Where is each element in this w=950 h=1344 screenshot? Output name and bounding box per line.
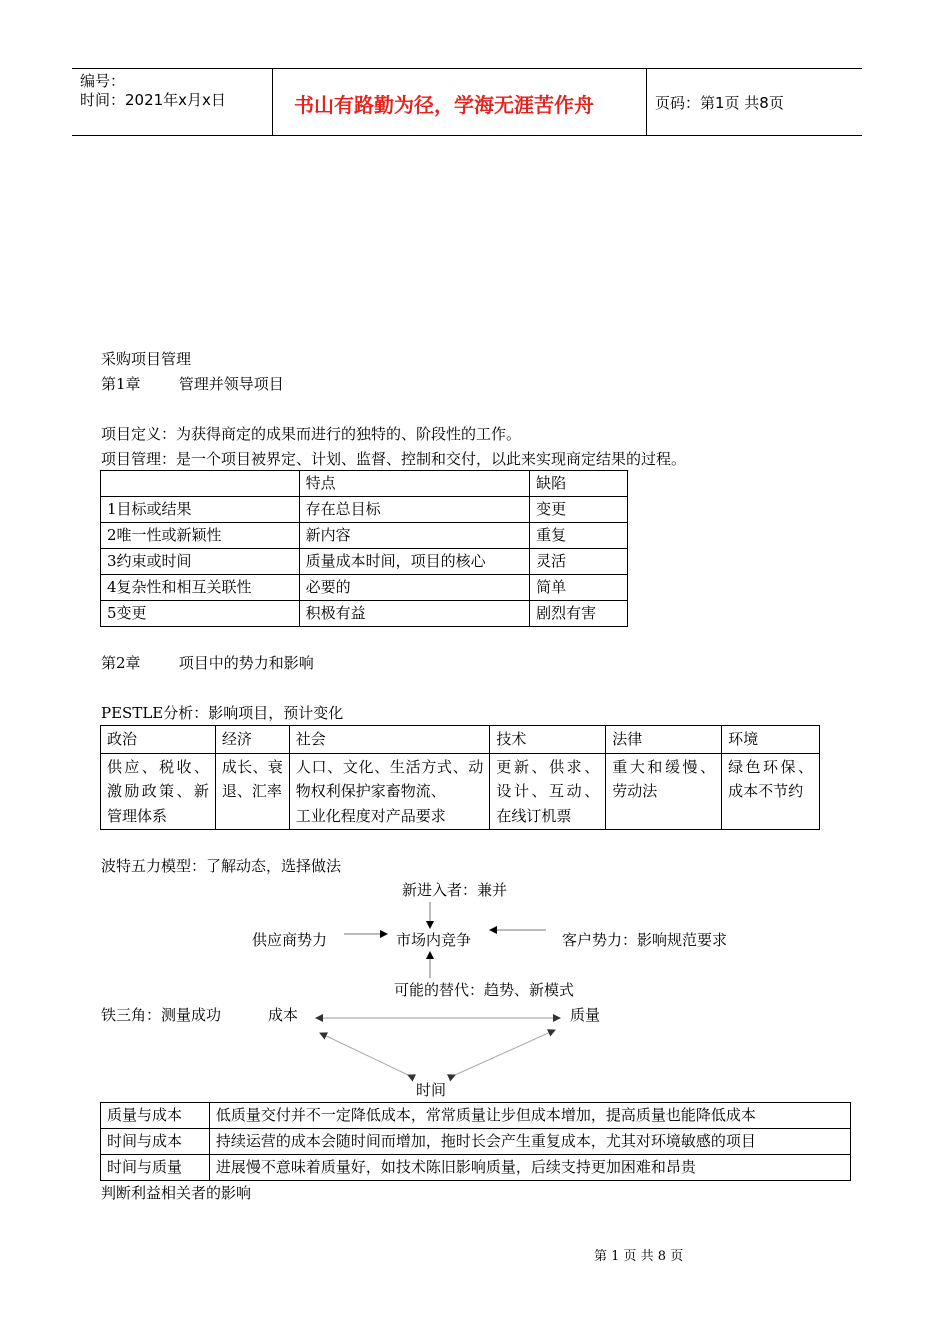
pestle-social-line1: 人口、文化、生活方式、动物权利保护家畜物流、 — [295, 757, 484, 800]
footer-page-number: 第 1 页 共 8 页 — [594, 1249, 684, 1264]
table-cell: 3约束或时间 — [101, 549, 300, 575]
table-cell: 4复杂性和相互关联性 — [101, 575, 300, 601]
table-cell: 5变更 — [101, 601, 300, 627]
tradeoff-table — [100, 1102, 851, 1181]
header-number-label: 编号： — [80, 72, 126, 90]
table-header-cell: 缺陷 — [530, 471, 628, 497]
iron-quality: 质量 — [570, 1006, 601, 1024]
stakeholder-heading: 判断利益相关者的影响 — [101, 1184, 252, 1202]
pestle-header-social: 社会 — [289, 726, 490, 754]
table-cell: 变更 — [530, 497, 628, 523]
table-cell: 简单 — [530, 575, 628, 601]
pestle-cell-political: 供应、税收、激励政策、新管理体系 — [101, 753, 216, 830]
table-row — [101, 1103, 851, 1129]
pestle-intro: PESTLE分析：影响项目，预计变化 — [101, 704, 344, 722]
arrow-time-quality — [455, 1030, 555, 1075]
iron-triangle-intro: 铁三角：测量成功 — [101, 1006, 222, 1024]
chapter1-heading: 第1章 管理并领导项目 — [101, 375, 284, 393]
table-cell: 灵活 — [530, 549, 628, 575]
table-cell: 持续运营的成本会随时间而增加，拖时长会产生重复成本，尤其对环境敏感的项目 — [209, 1129, 850, 1155]
porter-customer-power: 客户势力：影响规范要求 — [562, 931, 728, 949]
pestle-cell-technology: 更新、供求、设计、互动、在线订机票 — [490, 753, 606, 830]
pestle-social-line2: 工业化程度对产品要求 — [295, 806, 446, 825]
table-cell: 低质量交付并不一定降低成本，常常质量让步但成本增加，提高质量也能降低成本 — [209, 1103, 850, 1129]
doc-title: 采购项目管理 — [101, 350, 192, 368]
pestle-header-legal: 法律 — [606, 726, 722, 754]
pestle-cell-economic: 成长、衰退、汇率 — [215, 753, 289, 830]
pestle-header-political: 政治 — [101, 726, 216, 754]
chapter2-heading: 第2章 项目中的势力和影响 — [101, 654, 314, 672]
porter-supplier-power: 供应商势力 — [252, 931, 328, 949]
table-row — [101, 1155, 851, 1181]
pestle-header-environment: 环境 — [722, 726, 820, 754]
header-time-label: 时间：2021年x月x日 — [80, 91, 226, 109]
table-cell: 进展慢不意味着质量好，如技术陈旧影响质量，后续支持更加困难和昂贵 — [209, 1155, 850, 1181]
table-cell: 2唯一性或新颖性 — [101, 523, 300, 549]
project-management-definition: 项目管理：是一个项目被界定、计划、监督、控制和交付，以此来实现商定结果的过程。 — [101, 450, 687, 468]
iron-time: 时间 — [416, 1081, 447, 1099]
pestle-header-economic: 经济 — [215, 726, 289, 754]
table-row — [101, 1129, 851, 1155]
porter-new-entrants: 新进入者：兼并 — [402, 881, 508, 899]
pestle-cell-legal: 重大和缓慢、劳动法 — [606, 753, 722, 830]
table-cell: 积极有益 — [299, 601, 530, 627]
table-cell: 存在总目标 — [299, 497, 530, 523]
header-motto: 书山有路勤为径，学海无涯苦作舟 — [294, 93, 594, 117]
porter-rivalry: 市场内竞争 — [396, 931, 472, 949]
table-cell: 质量成本时间，项目的核心 — [299, 549, 530, 575]
table-cell: 质量与成本 — [101, 1103, 210, 1129]
header-page-label: 页码：第1页 共8页 — [655, 94, 784, 112]
arrow-time-cost — [320, 1033, 408, 1075]
table-cell: 时间与成本 — [101, 1129, 210, 1155]
table-cell: 1目标或结果 — [101, 497, 300, 523]
table-header-cell: 特点 — [299, 471, 530, 497]
table-cell: 时间与质量 — [101, 1155, 210, 1181]
project-definition: 项目定义：为获得商定的成果而进行的独特的、阶段性的工作。 — [101, 425, 522, 443]
pestle-header-technology: 技术 — [490, 726, 606, 754]
iron-cost: 成本 — [268, 1006, 299, 1024]
table-cell: 新内容 — [299, 523, 530, 549]
table-cell: 必要的 — [299, 575, 530, 601]
table-cell: 重复 — [530, 523, 628, 549]
table-cell: 剧烈有害 — [530, 601, 628, 627]
porter-intro: 波特五力模型：了解动态，选择做法 — [101, 857, 342, 875]
pestle-cell-environment: 绿色环保、成本不节约 — [722, 753, 820, 830]
porter-substitutes: 可能的替代：趋势、新模式 — [394, 981, 575, 999]
